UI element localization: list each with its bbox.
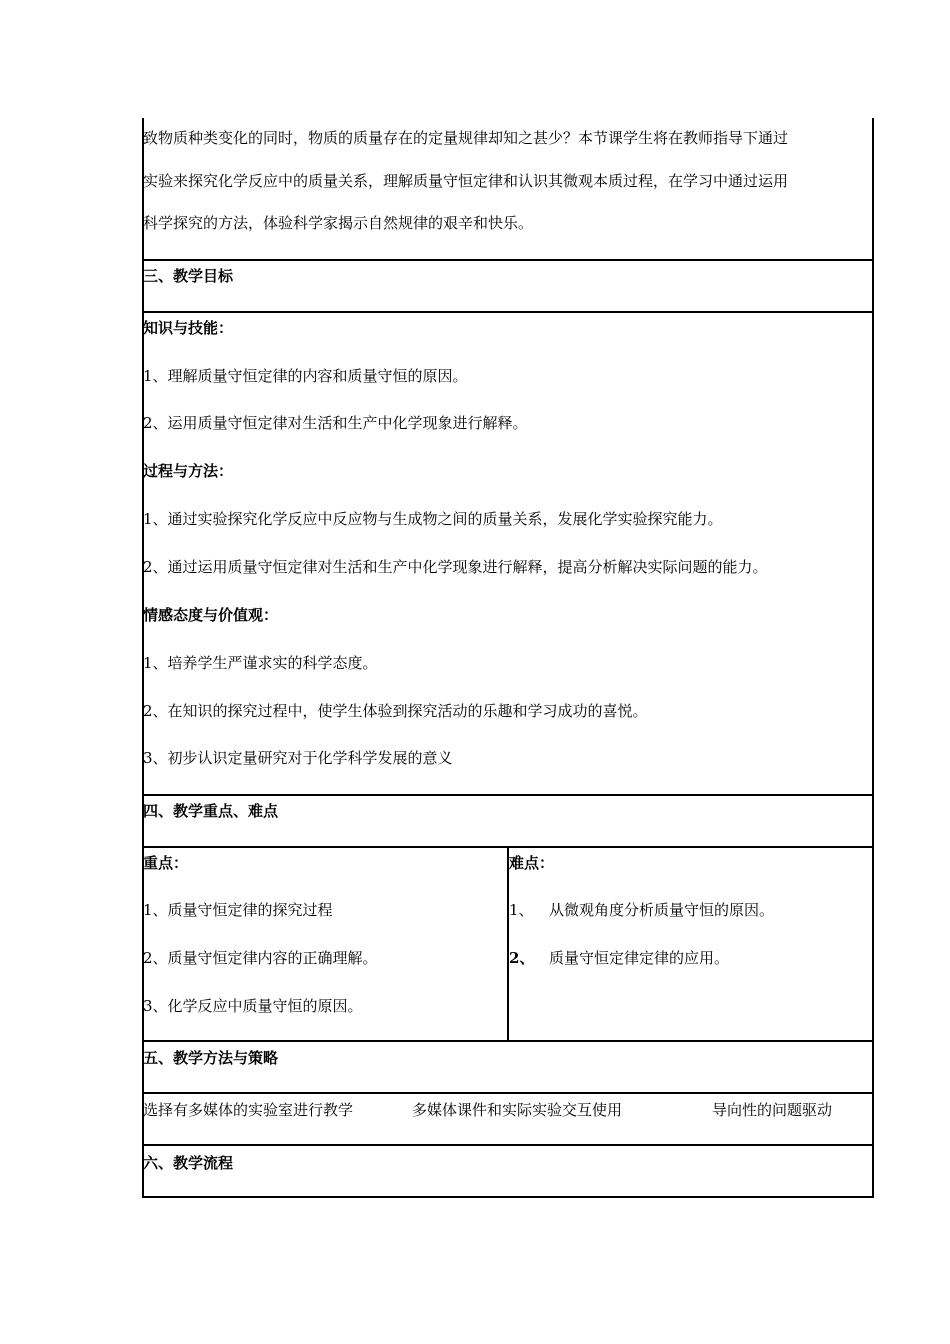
section3-title: 三、教学目标 [143,267,234,285]
intro-line-1: 致物质种类变化的同时，物质的质量存在的定量规律却知之甚少？本节课学生将在教师指导下通过 [143,129,789,147]
row-divider [144,311,872,313]
knowledge-item-2: 2、运用质量守恒定律对生活和生产中化学现象进行解释。 [143,414,528,432]
row-divider [144,1040,872,1042]
method-3: 导向性的问题驱动 [712,1101,833,1119]
difficult-point-2-number: 2、 [509,949,535,967]
column-divider [507,846,509,1040]
section5-title: 五、教学方法与策略 [143,1049,279,1067]
difficult-point-2: 质量守恒定律定律的应用。 [549,949,730,967]
intro-line-3: 科学探究的方法，体验科学家揭示自然规律的艰辛和快乐。 [143,214,534,232]
key-points-heading: 重点： [143,854,189,872]
method-1: 选择有多媒体的实验室进行教学 [143,1101,354,1119]
process-item-1: 1、通过实验探究化学反应中反应物与生成物之间的质量关系，发展化学实验探究能力。 [143,510,723,528]
key-point-2: 2、质量守恒定律内容的正确理解。 [143,949,378,967]
process-heading: 过程与方法： [143,462,234,480]
difficult-point-1-number: 1、 [509,901,534,919]
row-divider [144,1092,872,1094]
row-divider [144,259,872,261]
row-divider [144,1144,872,1146]
process-item-2: 2、通过运用质量守恒定律对生活和生产中化学现象进行解释，提高分析解决实际问题的能力。 [143,558,768,576]
difficult-points-heading: 难点： [509,854,555,872]
knowledge-item-1: 1、理解质量守恒定律的内容和质量守恒的原因。 [143,367,468,385]
emotion-item-3: 3、初步认识定量研究对于化学科学发展的意义 [143,749,453,767]
knowledge-heading: 知识与技能： [143,319,234,337]
section4-title: 四、教学重点、难点 [143,802,279,820]
key-point-1: 1、质量守恒定律的探究过程 [143,901,333,919]
emotion-heading: 情感态度与价值观： [143,606,279,624]
key-point-3: 3、化学反应中质量守恒的原因。 [143,997,363,1015]
row-divider [144,794,872,796]
difficult-point-1: 从微观角度分析质量守恒的原因。 [549,901,775,919]
section6-title: 六、教学流程 [143,1154,234,1172]
method-2: 多媒体课件和实际实验交互使用 [412,1101,623,1119]
emotion-item-1: 1、培养学生严谨求实的科学态度。 [143,654,378,672]
emotion-item-2: 2、在知识的探究过程中，使学生体验到探究活动的乐趣和学习成功的喜悦。 [143,702,648,720]
intro-line-2: 实验来探究化学反应中的质量关系，理解质量守恒定律和认识其微观本质过程，在学习中通过运用 [143,172,789,190]
